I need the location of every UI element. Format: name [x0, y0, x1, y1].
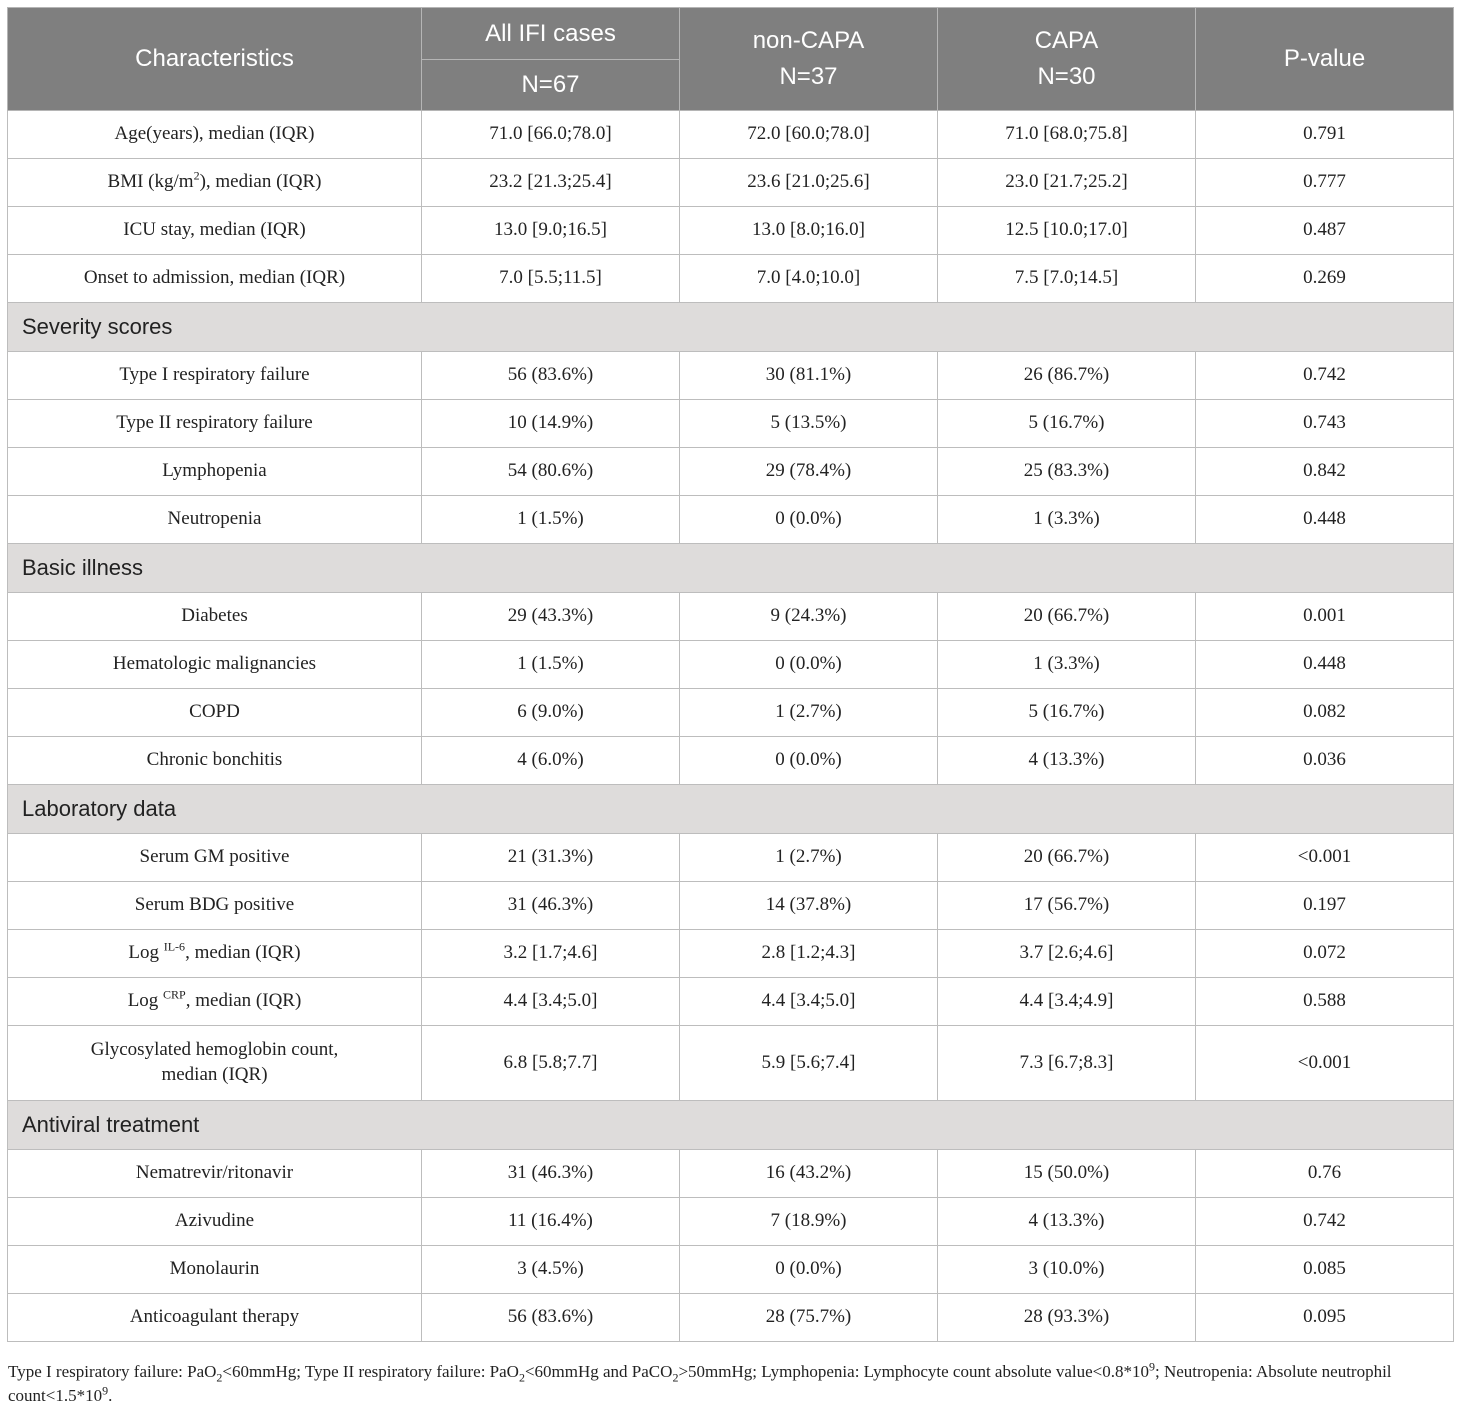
cell-pvalue: <0.001	[1196, 834, 1454, 882]
header-capa	[938, 8, 1196, 111]
cell-capa: 15 (50.0%)	[938, 1150, 1196, 1198]
table-body	[8, 111, 1454, 1342]
cell-capa: 17 (56.7%)	[938, 882, 1196, 930]
cell-all: 6 (9.0%)	[422, 689, 680, 737]
cell-capa: 3 (10.0%)	[938, 1246, 1196, 1294]
cell-non-capa: 14 (37.8%)	[680, 882, 938, 930]
row-label-log-crp: Log $^{CRP}$, median (IQR)	[8, 978, 422, 1026]
cell-non-capa: 30 (81.1%)	[680, 352, 938, 400]
cell-capa: 4 (13.3%)	[938, 1198, 1196, 1246]
table-container	[7, 7, 1453, 1342]
cell-non-capa: 0 (0.0%)	[680, 1246, 938, 1294]
cell-all: 11 (16.4%)	[422, 1198, 680, 1246]
header-capa-n: N=30	[1037, 63, 1096, 90]
row-label: COPD	[8, 689, 422, 737]
cell-all: 1 (1.5%)	[422, 496, 680, 544]
table-row	[8, 111, 1454, 159]
cell-pvalue: 0.742	[1196, 1198, 1454, 1246]
cell-pvalue: 0.448	[1196, 641, 1454, 689]
cell-non-capa: 0 (0.0%)	[680, 641, 938, 689]
table-row	[8, 496, 1454, 544]
table-row	[8, 689, 1454, 737]
cell-capa: 5 (16.7%)	[938, 400, 1196, 448]
cell-capa: 23.0 [21.7;25.2]	[938, 159, 1196, 207]
cell-capa: 7.5 [7.0;14.5]	[938, 255, 1196, 303]
cell-pvalue: 0.036	[1196, 737, 1454, 785]
cell-capa: 4 (13.3%)	[938, 737, 1196, 785]
header-pvalue: P-value	[1196, 8, 1454, 111]
table-row	[8, 1294, 1454, 1342]
cell-all: 29 (43.3%)	[422, 593, 680, 641]
cell-pvalue: 0.072	[1196, 930, 1454, 978]
table-row	[8, 641, 1454, 689]
cell-non-capa: 0 (0.0%)	[680, 496, 938, 544]
section-row-basic-illness	[8, 544, 1454, 593]
cell-pvalue: 0.095	[1196, 1294, 1454, 1342]
cell-pvalue: 0.842	[1196, 448, 1454, 496]
cell-non-capa: 0 (0.0%)	[680, 737, 938, 785]
header-non-capa-n: N=37	[779, 63, 838, 90]
section-title: Severity scores	[8, 303, 1454, 352]
cell-capa: 7.3 [6.7;8.3]	[938, 1026, 1196, 1101]
cell-all: 7.0 [5.5;11.5]	[422, 255, 680, 303]
cell-all: 4.4 [3.4;5.0]	[422, 978, 680, 1026]
row-label: Lymphopenia	[8, 448, 422, 496]
table-row	[8, 1026, 1454, 1101]
cell-capa: 1 (3.3%)	[938, 641, 1196, 689]
cell-pvalue: 0.76	[1196, 1150, 1454, 1198]
table-row	[8, 400, 1454, 448]
row-label: Diabetes	[8, 593, 422, 641]
cell-pvalue: 0.085	[1196, 1246, 1454, 1294]
table-row	[8, 1246, 1454, 1294]
cell-all: 3 (4.5%)	[422, 1246, 680, 1294]
cell-pvalue: 0.001	[1196, 593, 1454, 641]
row-label-age: Age(years), median (IQR)	[8, 111, 422, 159]
cell-non-capa: 2.8 [1.2;4.3]	[680, 930, 938, 978]
cell-capa: 26 (86.7%)	[938, 352, 1196, 400]
header-non-capa	[680, 8, 938, 111]
table-row	[8, 448, 1454, 496]
table-row	[8, 159, 1454, 207]
section-row-severity	[8, 303, 1454, 352]
cell-capa: 20 (66.7%)	[938, 593, 1196, 641]
cell-all: 13.0 [9.0;16.5]	[422, 207, 680, 255]
row-label: Hematologic malignancies	[8, 641, 422, 689]
cell-all: 10 (14.9%)	[422, 400, 680, 448]
table-row	[8, 834, 1454, 882]
cell-all: 54 (80.6%)	[422, 448, 680, 496]
cell-pvalue: 0.742	[1196, 352, 1454, 400]
cell-all: 31 (46.3%)	[422, 1150, 680, 1198]
cell-non-capa: 5.9 [5.6;7.4]	[680, 1026, 938, 1101]
cell-non-capa: 23.6 [21.0;25.6]	[680, 159, 938, 207]
row-label: Monolaurin	[8, 1246, 422, 1294]
cell-capa: 20 (66.7%)	[938, 834, 1196, 882]
cell-all: 21 (31.3%)	[422, 834, 680, 882]
row-label: Serum BDG positive	[8, 882, 422, 930]
cell-all: 31 (46.3%)	[422, 882, 680, 930]
row-label: Azivudine	[8, 1198, 422, 1246]
cell-all: 23.2 [21.3;25.4]	[422, 159, 680, 207]
row-label-log-il6: Log $^{IL-6}$, median (IQR)	[8, 930, 422, 978]
row-label-hba1c: Glycosylated hemoglobin count, median (IQR)	[8, 1026, 422, 1101]
table-row	[8, 1198, 1454, 1246]
row-label: ICU stay, median (IQR)	[8, 207, 422, 255]
section-row-antiviral	[8, 1101, 1454, 1150]
cell-non-capa: 1 (2.7%)	[680, 834, 938, 882]
header-capa-label: CAPA	[1034, 27, 1099, 54]
header-non-capa-label: non-CAPA	[752, 27, 865, 54]
cell-pvalue: 0.791	[1196, 111, 1454, 159]
cell-non-capa: 7.0 [4.0;10.0]	[680, 255, 938, 303]
cell-pvalue: 0.082	[1196, 689, 1454, 737]
header-all-cases: All IFI cases	[422, 8, 680, 60]
cell-non-capa: 72.0 [60.0;78.0]	[680, 111, 938, 159]
cell-capa: 28 (93.3%)	[938, 1294, 1196, 1342]
cell-non-capa: 5 (13.5%)	[680, 400, 938, 448]
cell-non-capa: 9 (24.3%)	[680, 593, 938, 641]
row-label: Nematrevir/ritonavir	[8, 1150, 422, 1198]
characteristics-table	[7, 7, 1454, 1342]
row-label: Neutropenia	[8, 496, 422, 544]
table-row	[8, 352, 1454, 400]
cell-all: 1 (1.5%)	[422, 641, 680, 689]
cell-non-capa: 1 (2.7%)	[680, 689, 938, 737]
cell-all: 6.8 [5.8;7.7]	[422, 1026, 680, 1101]
cell-pvalue: 0.777	[1196, 159, 1454, 207]
cell-capa: 71.0 [68.0;75.8]	[938, 111, 1196, 159]
section-row-laboratory	[8, 785, 1454, 834]
cell-all: 56 (83.6%)	[422, 352, 680, 400]
section-title: Laboratory data	[8, 785, 1454, 834]
row-label: Onset to admission, median (IQR)	[8, 255, 422, 303]
section-title: Antiviral treatment	[8, 1101, 1454, 1150]
row-label: Anticoagulant therapy	[8, 1294, 422, 1342]
table-row	[8, 882, 1454, 930]
section-title: Basic illness	[8, 544, 1454, 593]
cell-non-capa: 7 (18.9%)	[680, 1198, 938, 1246]
cell-pvalue: 0.269	[1196, 255, 1454, 303]
header-all-n: N=67	[422, 60, 680, 111]
table-row	[8, 1150, 1454, 1198]
table-row	[8, 737, 1454, 785]
cell-capa: 5 (16.7%)	[938, 689, 1196, 737]
table-row	[8, 255, 1454, 303]
cell-capa: 12.5 [10.0;17.0]	[938, 207, 1196, 255]
table-row	[8, 930, 1454, 978]
table-header	[8, 8, 1454, 111]
cell-non-capa: 28 (75.7%)	[680, 1294, 938, 1342]
table-row	[8, 593, 1454, 641]
cell-all: 56 (83.6%)	[422, 1294, 680, 1342]
table-row	[8, 978, 1454, 1026]
row-label: Chronic bonchitis	[8, 737, 422, 785]
cell-capa: 4.4 [3.4;4.9]	[938, 978, 1196, 1026]
cell-pvalue: 0.197	[1196, 882, 1454, 930]
cell-pvalue: <0.001	[1196, 1026, 1454, 1101]
row-label-bmi: BMI $(kg/m^2)$, median (IQR)	[8, 159, 422, 207]
cell-pvalue: 0.448	[1196, 496, 1454, 544]
cell-all: 71.0 [66.0;78.0]	[422, 111, 680, 159]
cell-all: 3.2 [1.7;4.6]	[422, 930, 680, 978]
cell-pvalue: 0.588	[1196, 978, 1454, 1026]
cell-pvalue: 0.743	[1196, 400, 1454, 448]
cell-non-capa: 13.0 [8.0;16.0]	[680, 207, 938, 255]
cell-non-capa: 29 (78.4%)	[680, 448, 938, 496]
row-label: Type I respiratory failure	[8, 352, 422, 400]
table-row	[8, 207, 1454, 255]
table-footnote: Type I respiratory failure: PaO$_2$<60mmHg; Type II respiratory failure: PaO$_2$<60mmHg and PaCO$_2$>50mmHg; Lymphopenia: Lymphocyte count absolute $value<0.8*10^9$; Neutropenia: Absolute neutrophil $count<1.5*10^9$.	[8, 1359, 1392, 1405]
cell-all: 4 (6.0%)	[422, 737, 680, 785]
cell-capa: 3.7 [2.6;4.6]	[938, 930, 1196, 978]
row-label: Type II respiratory failure	[8, 400, 422, 448]
cell-pvalue: 0.487	[1196, 207, 1454, 255]
cell-capa: 1 (3.3%)	[938, 496, 1196, 544]
header-characteristics: Characteristics	[8, 8, 422, 111]
cell-non-capa: 16 (43.2%)	[680, 1150, 938, 1198]
row-label: Serum GM positive	[8, 834, 422, 882]
cell-capa: 25 (83.3%)	[938, 448, 1196, 496]
cell-non-capa: 4.4 [3.4;5.0]	[680, 978, 938, 1026]
